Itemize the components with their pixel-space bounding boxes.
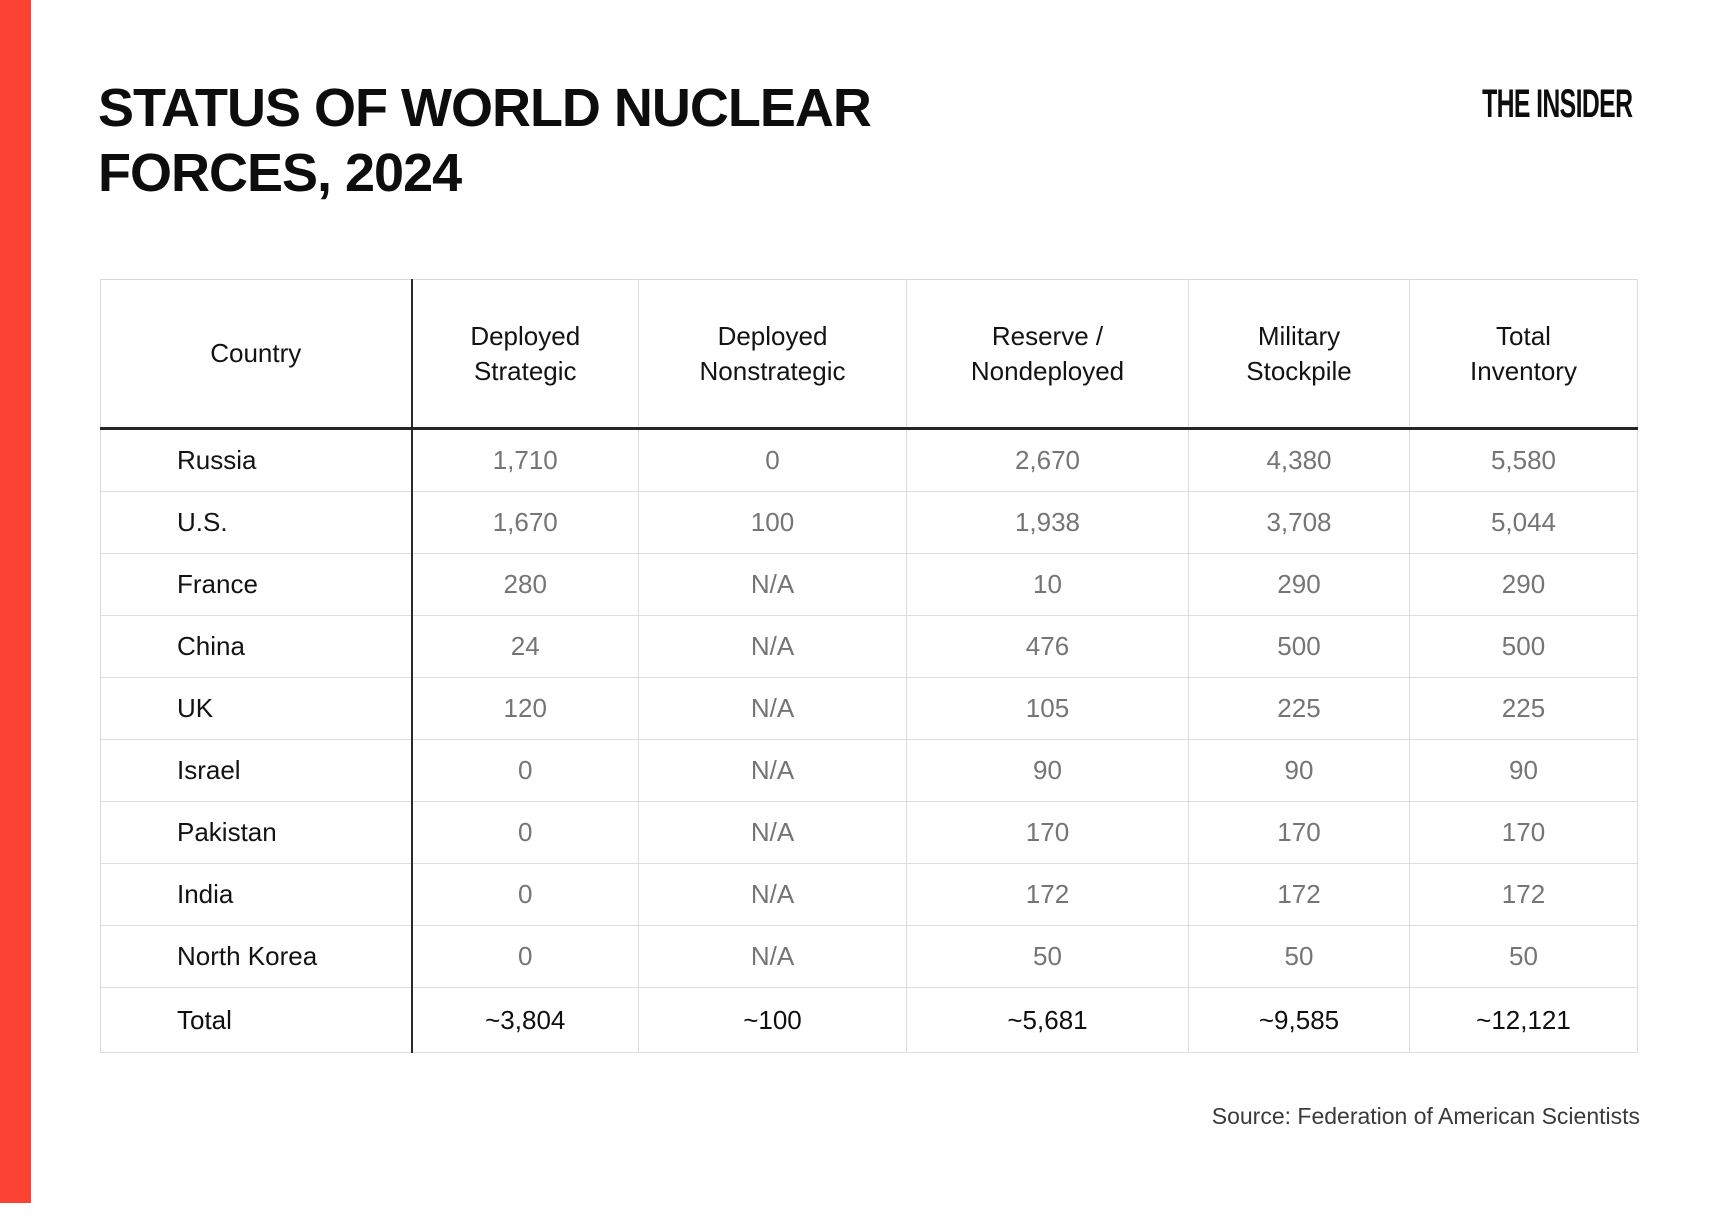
page-title-line-2: FORCES, 2024	[98, 143, 462, 203]
header-line: Strategic	[473, 355, 577, 386]
value-cell: 0	[412, 926, 639, 988]
table-row	[101, 926, 1638, 988]
value-cell: 90	[907, 740, 1189, 802]
left-accent-bar	[0, 0, 31, 1203]
country-cell: Pakistan	[101, 802, 412, 864]
total-value-cell: ~100	[639, 988, 907, 1053]
value-cell: 0	[412, 740, 639, 802]
header-line: Military	[1257, 321, 1341, 352]
header-line: Nonstrategic	[699, 355, 846, 386]
header-line: Nondeployed	[970, 355, 1125, 386]
value-cell: 105	[907, 678, 1189, 740]
country-cell: China	[101, 616, 412, 678]
header-line: Country	[210, 338, 302, 369]
table-row	[101, 740, 1638, 802]
value-cell: 120	[412, 678, 639, 740]
value-cell: 50	[1410, 926, 1638, 988]
column-header-deployed-strategic	[412, 280, 639, 429]
page-title-line-1: STATUS OF WORLD NUCLEAR	[98, 78, 871, 138]
value-cell: N/A	[639, 802, 907, 864]
header-line: Deployed	[717, 321, 828, 352]
nuclear-forces-table	[100, 279, 1638, 1053]
table-row	[101, 616, 1638, 678]
header-line: Inventory	[1470, 355, 1577, 386]
value-cell: 290	[1410, 554, 1638, 616]
country-cell: India	[101, 864, 412, 926]
value-cell: N/A	[639, 740, 907, 802]
page-title	[98, 76, 871, 206]
brand-logo: THE INSIDER	[1481, 82, 1632, 126]
value-cell: 476	[907, 616, 1189, 678]
value-cell: 280	[412, 554, 639, 616]
country-cell: Russia	[101, 429, 412, 492]
table-row	[101, 554, 1638, 616]
table-container	[100, 279, 1638, 1053]
table-row	[101, 678, 1638, 740]
column-header-deployed-nonstrategic	[639, 280, 907, 429]
table-body	[101, 429, 1638, 988]
total-value-cell: ~3,804	[412, 988, 639, 1053]
value-cell: 100	[639, 492, 907, 554]
value-cell: 10	[907, 554, 1189, 616]
value-cell: 1,670	[412, 492, 639, 554]
value-cell: 5,580	[1410, 429, 1638, 492]
value-cell: 225	[1189, 678, 1410, 740]
header-line: Reserve /	[991, 321, 1104, 352]
value-cell: N/A	[639, 554, 907, 616]
header-line: Deployed	[470, 321, 581, 352]
country-cell: France	[101, 554, 412, 616]
value-cell: 2,670	[907, 429, 1189, 492]
value-cell: N/A	[639, 616, 907, 678]
country-cell: North Korea	[101, 926, 412, 988]
value-cell: N/A	[639, 864, 907, 926]
value-cell: 170	[1410, 802, 1638, 864]
total-value-cell: ~12,121	[1410, 988, 1638, 1053]
value-cell: 172	[907, 864, 1189, 926]
value-cell: 0	[639, 429, 907, 492]
header-line: Total	[1496, 321, 1551, 352]
value-cell: 500	[1189, 616, 1410, 678]
total-row	[101, 988, 1638, 1053]
table-row	[101, 864, 1638, 926]
value-cell: 3,708	[1189, 492, 1410, 554]
value-cell: 90	[1410, 740, 1638, 802]
column-header-total-inventory	[1410, 280, 1638, 429]
value-cell: N/A	[639, 678, 907, 740]
value-cell: 1,938	[907, 492, 1189, 554]
value-cell: 0	[412, 802, 639, 864]
value-cell: 90	[1189, 740, 1410, 802]
value-cell: 500	[1410, 616, 1638, 678]
value-cell: N/A	[639, 926, 907, 988]
column-header-reserve-nondeployed	[907, 280, 1189, 429]
value-cell: 50	[1189, 926, 1410, 988]
table-row	[101, 429, 1638, 492]
table-footer	[101, 988, 1638, 1053]
source-note: Source: Federation of American Scientists	[1211, 1103, 1640, 1129]
total-value-cell: ~5,681	[907, 988, 1189, 1053]
value-cell: 170	[907, 802, 1189, 864]
header-line: Stockpile	[1246, 355, 1352, 386]
value-cell: 225	[1410, 678, 1638, 740]
country-cell: UK	[101, 678, 412, 740]
value-cell: 0	[412, 864, 639, 926]
header-row	[101, 280, 1638, 429]
country-cell: U.S.	[101, 492, 412, 554]
total-label-cell: Total	[101, 988, 412, 1053]
value-cell: 4,380	[1189, 429, 1410, 492]
value-cell: 50	[907, 926, 1189, 988]
column-header-country	[101, 280, 412, 429]
table-row	[101, 802, 1638, 864]
value-cell: 5,044	[1410, 492, 1638, 554]
value-cell: 290	[1189, 554, 1410, 616]
table-header	[101, 280, 1638, 429]
country-cell: Israel	[101, 740, 412, 802]
value-cell: 170	[1189, 802, 1410, 864]
value-cell: 1,710	[412, 429, 639, 492]
column-header-military-stockpile	[1189, 280, 1410, 429]
value-cell: 172	[1189, 864, 1410, 926]
value-cell: 24	[412, 616, 639, 678]
total-value-cell: ~9,585	[1189, 988, 1410, 1053]
table-row	[101, 492, 1638, 554]
value-cell: 172	[1410, 864, 1638, 926]
